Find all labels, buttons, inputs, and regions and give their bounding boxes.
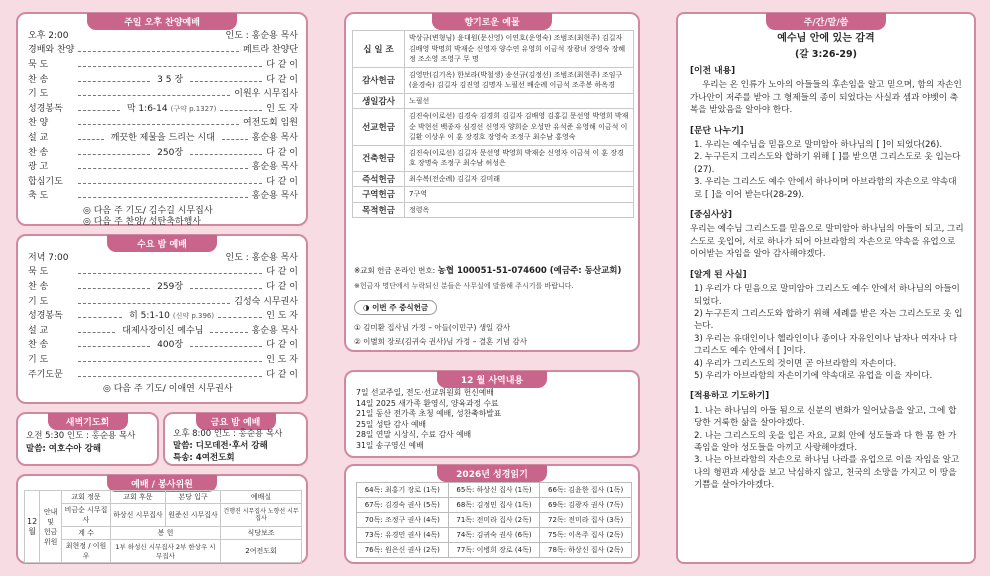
dawn-prayer-sermon: 말씀: 여호수아 강해 [26, 444, 102, 454]
devotion-tag: 주/간/말/씀 [766, 13, 886, 30]
facts-item-1: 1) 우리가 다 믿음으로 말미암아 그리스도 예수 안에서 하나님의 아들이 되었다. [694, 284, 960, 307]
wednesday-service-title: 수요 밤 예배 [107, 235, 217, 252]
offering-row [353, 109, 634, 146]
schedule-item-2: 14일 2025 새가족 환영식, 양육과정 수료 [356, 398, 499, 408]
leader-dots [78, 110, 120, 111]
reading-cell: 64독: 최홍기 장로 (1독) [357, 483, 449, 498]
schedule-panel [344, 370, 640, 458]
wednesday-row-person: 다 같 이 [266, 281, 298, 292]
leader-dots [78, 332, 115, 333]
reading-cell: 78독: 하상신 집사 (2독) [540, 543, 632, 558]
prayer-title: ◑ 이번 주 중식헌금 [354, 300, 437, 315]
leader-dots [220, 110, 262, 111]
apply-title: [적용하고 기도하기] [690, 391, 770, 402]
offering-row [353, 202, 634, 218]
leader-dots [78, 95, 230, 96]
wednesday-row-label: 기 도 [28, 296, 49, 307]
dawn-prayer-panel [16, 412, 159, 466]
offering-category: 선교헌금 [353, 109, 405, 146]
leader-dots [78, 197, 248, 198]
sunday-row [28, 160, 298, 175]
prev-text: 우리는 온 인류가 노아의 아들들의 후손임을 알고 믿으며, 함의 자손인 가나안이 저주를 받아 그 형제들의 종이 되었다는 사실과 셈과 야벳이 축복을 받았음을 알아야 한다. [690, 80, 962, 116]
schedule-item-4: 25일 성탄 감사 예배 [356, 419, 427, 429]
wednesday-row-person: 홍순용 목사 [251, 325, 299, 336]
offering-notice: ※헌금자 명단에서 누락되신 분들은 사무실에 말씀해 주시기를 바랍니다. [354, 282, 574, 290]
sunday-row-detail: 3 5 장 [157, 74, 184, 85]
reading-title: 2026년 성경읽기 [437, 465, 547, 482]
offering-names: 정령옥 [405, 202, 634, 218]
sunday-row [28, 175, 298, 190]
leader-dots [190, 288, 262, 289]
account-number: 농협 100051-51-074600 (예금주: 동산교회) [437, 266, 622, 276]
account-prefix: ※교회 헌금 온라인 번호: [354, 266, 438, 275]
leader-dots [78, 346, 150, 347]
wednesday-leader: 인도 : 홍순용 목사 [225, 252, 298, 263]
leader-dots [222, 139, 248, 140]
leader-dots [78, 66, 262, 67]
schedule-title: 12 월 사역내용 [437, 371, 547, 388]
reading-cell: 73독: 유경민 권사 (4독) [357, 528, 449, 543]
sunday-row [28, 102, 298, 117]
reading-row [357, 543, 632, 558]
duty-title: 예배 / 봉사위원 [107, 475, 217, 492]
wednesday-row-person: 다 같 이 [266, 369, 298, 380]
schedule-item-1: 7일 선교주일, 전도·선교위원회 헌신예배 [356, 388, 494, 397]
sunday-row [28, 44, 298, 59]
apply-item-3: 3. 나는 아브라함의 자손으로 하나님 나라를 유업으로 이을 자임을 알고 나의 형편과 세상을 보고 낙심하지 않고, 천국의 소망을 가지고 이 땅을 기쁨을 살아가야겠다. [694, 455, 960, 491]
wednesday-row-person: 김성숙 시무권사 [234, 296, 298, 307]
wednesday-row-person: 다 같 이 [266, 340, 298, 351]
facts-item-2: 2) 누구든지 그리스도와 합하기 위해 세례를 받은 자는 그리스도로 옷 입는다. [694, 308, 963, 332]
devotion-title: 예수님 안에 있는 감격 [777, 33, 875, 44]
wednesday-row-detail: 259장 [157, 281, 184, 292]
reading-cell: 69독: 김광자 권사 (7독) [540, 498, 632, 513]
reading-cell: 74독: 김귀숙 권사 (6독) [448, 528, 540, 543]
offering-row [353, 67, 634, 93]
reading-cell: 67독: 김경숙 권사 (5독) [357, 498, 449, 513]
leader-dots [78, 51, 239, 52]
offering-category: 생일감사 [353, 93, 405, 109]
friday-service-sermon: 말씀: 디모데전·후서 강해 [173, 441, 268, 451]
offering-row [353, 187, 634, 203]
offering-row [353, 171, 634, 187]
reading-row [357, 513, 632, 528]
sunday-row-detail: 막 1:6-14 [126, 103, 168, 114]
duty-head-5: 계 수 [62, 527, 111, 540]
wednesday-row-person: 다 같 이 [266, 267, 298, 278]
sunday-leader: 인도 : 홍순용 목사 [225, 30, 298, 41]
sunday-time: 오후 2:00 [28, 30, 69, 41]
leader-dots [190, 346, 262, 347]
sunday-row-person: 홍순용 목사 [251, 132, 298, 143]
duty-head-3: 본당 입구 [165, 491, 220, 504]
sunday-row [28, 146, 298, 161]
wednesday-row-page-ref: (신약 p.396) [172, 312, 215, 321]
sunday-row-person: 홍순용 목사 [251, 191, 298, 202]
wednesday-row-detail: 400장 [157, 340, 184, 351]
offering-title: 향기로운 예물 [432, 13, 552, 30]
share-item-1: 1. 우리는 예수님을 믿음으로 말미암아 하나님의 [ ]이 되었다(26). [694, 140, 943, 151]
sunday-row [28, 117, 298, 132]
sunday-row-label: 설 교 [28, 132, 49, 143]
offering-names: 김진숙(이로선) 김길자 문선영 박영희 박재순 신영자 이금석 이 훈 장경호 장명숙 조정구 최수남 허성은 [405, 145, 634, 171]
offering-row [353, 145, 634, 171]
leader-dots [78, 154, 150, 155]
wednesday-row [28, 324, 298, 339]
sunday-row-person: 여전도회 임원 [242, 118, 298, 129]
sunday-row [28, 73, 298, 88]
offering-names: 박상규(변형님) 윤대원(문신영) 이연호(운영숙) 조범조(최현주) 김길자 김배영 박명희 박재순 신영자 양수연 유영희 이금석 장광녀 장영숙 장혜정 조소영 조영구 무 명 [405, 31, 634, 68]
facts-item-3: 3) 우리는 유대인이나 헬라인이나 종이나 자유인이나 남자나 여자나 다 그리스도 예수 안에서 [ ]이다. [694, 333, 958, 357]
devotion-verse: (갈 3:26-29) [795, 49, 857, 60]
apply-item-2: 2. 나는 그리스도의 옷을 입은 자요, 교회 안에 성도들과 다 한 몸 한 가족임을 알아 성도들을 아끼고 사랑해야겠다. [694, 430, 957, 453]
reading-cell: 68독: 김정민 집사 (1독) [448, 498, 540, 513]
offering-names: 김영만(김기옥) 한보라(박철생) 송선규(김정선) 조범조(최현주) 조임구(윤경숙) 김길자 김진영 김명자 노필선 배순례 이금석 조주봉 하옥경 [405, 67, 634, 93]
sunday-row-detail: 250장 [157, 147, 184, 158]
sunday-row [28, 87, 298, 102]
leader-dots [78, 124, 239, 125]
wednesday-row [28, 295, 298, 310]
reading-cell: 77독: 이병희 장로 (4독) [448, 543, 540, 558]
wednesday-row-label: 설 교 [28, 325, 49, 336]
duty-table [24, 490, 302, 563]
leader-dots [218, 317, 262, 318]
core-title: [중심사상] [690, 210, 733, 221]
duty-cell-6: 1부 하성신 시무집사 2부 한상우 시무집사 [110, 540, 220, 563]
dawn-prayer-title: 새벽기도회 [48, 413, 128, 430]
sunday-row [28, 190, 298, 205]
devotion-panel [676, 12, 976, 564]
prev-title: [이전 내용] [690, 66, 736, 76]
sunday-row-person: 다 같 이 [266, 176, 298, 187]
sunday-row-person: 다 같 이 [266, 147, 298, 158]
leader-dots [78, 139, 104, 140]
duty-cell-2: 하상신 시무집사 [110, 504, 165, 527]
wednesday-row-detail: 대제사장이신 예수님 [122, 325, 204, 336]
sunday-row-page-ref: (구약 p.1327) [170, 104, 217, 113]
duty-side-label: 안내 및 헌금 위원 [40, 491, 62, 563]
offering-table [352, 30, 634, 218]
leader-dots [190, 154, 262, 155]
wednesday-row-label: 찬 송 [28, 340, 49, 351]
wednesday-row-label: 묵 도 [28, 267, 49, 278]
leader-dots [78, 81, 150, 82]
sunday-row-label: 축 도 [28, 191, 49, 202]
friday-service-title: 금요 밤 예배 [196, 413, 276, 430]
sunday-row-label: 합심기도 [28, 176, 63, 187]
reading-cell: 72독: 전미라 집사 (3독) [540, 513, 632, 528]
wednesday-time: 저녁 7:00 [28, 252, 69, 263]
wednesday-row [28, 339, 298, 354]
core-text: 우리는 예수님 그리스도를 믿음으로 말미암아 하나님의 아들이 되고, 그리스도로 옷입어, 서로 하나가 되어 아브라함의 자손으로 약속을 유업으로 이어받는 자임을 알아 감사해야겠다. [690, 224, 964, 260]
leader-dots [78, 361, 262, 362]
wednesday-service-panel [16, 234, 308, 404]
account-line [354, 264, 634, 276]
sunday-row [28, 58, 298, 73]
sunday-row-label: 경배와 찬양 [28, 45, 75, 56]
reading-cell: 76독: 원은신 권사 (2독) [357, 543, 449, 558]
schedule-item-3: 21일 동산 전가족 초청 예배, 성찬축하발표 [356, 409, 502, 418]
duty-month: 12 월 [25, 491, 40, 563]
sunday-row [28, 131, 298, 146]
sunday-row-detail: 깨끗한 제물을 드리는 시대 [110, 132, 215, 143]
offering-names: 최수복(전순례) 김길자 김미래 [405, 171, 634, 187]
schedule-item-5: 28일 연말 시상식, 수료 감사 예배 [356, 430, 472, 439]
sunday-row-person: 페트라 찬양단 [242, 45, 298, 56]
wednesday-row-label: 기 도 [28, 354, 49, 365]
wednesday-row-label: 성경봉독 [28, 311, 63, 322]
sunday-row-label: 찬 송 [28, 147, 49, 158]
offering-category: 목적헌금 [353, 202, 405, 218]
facts-item-4: 4) 우리가 그리스도의 것이면 곧 아브라함의 자손이다. [694, 358, 897, 369]
sunday-row-label: 찬 송 [28, 74, 49, 85]
friday-service-panel [163, 412, 308, 466]
wednesday-time-row [28, 251, 298, 266]
wednesday-row [28, 368, 298, 383]
wednesday-note-1: ◎ 다음 주 기도/ 이애연 시무권사 [103, 384, 233, 395]
duty-cell-7: 2여전도회 [221, 540, 302, 563]
offering-category: 십 일 조 [353, 31, 405, 68]
sunday-service-panel [16, 12, 308, 226]
reading-cell: 65독: 하상신 집사 (1독) [448, 483, 540, 498]
offering-row [353, 31, 634, 68]
dawn-prayer-time: 오전 5:30 인도 : 홍순용 목사 [26, 431, 136, 441]
leader-dots [78, 376, 262, 377]
duty-cell-5: 최현정 / 이원우 [62, 540, 111, 563]
leader-dots [78, 273, 262, 274]
offering-names: 김진숙(이로선) 김경숙 김경희 김길자 김배영 김홍길 문선영 박영희 박재순 박현선 백종자 심경선 신영자 양희순 오성만 유석준 유영해 이금석 이길환 이상우 이 훈 장경호 장영숙 조정구 최수남 홍영숙 [405, 109, 634, 146]
reading-row [357, 528, 632, 543]
leader-dots [78, 303, 230, 304]
reading-cell: 66독: 김윤한 집사 (1독) [540, 483, 632, 498]
friday-service-special: 특송: 4여전도회 [173, 453, 235, 463]
offering-names: 7구역 [405, 187, 634, 203]
reading-cell: 70독: 조정구 권사 (4독) [357, 513, 449, 528]
share-item-3: 3. 우리는 그리스도 예수 안에서 하나이며 아브라함의 자손으로 약속대로 [ ]을 이어 받는다(28-29). [694, 177, 957, 200]
duty-cell-4: 건행진 시무집사 노향선 시무집사 [221, 504, 302, 527]
sunday-note-2: ◎ 다음 주 찬양/ 성탄축하행사 [83, 217, 201, 228]
offering-category: 감사헌금 [353, 67, 405, 93]
wednesday-row [28, 353, 298, 368]
facts-title: [알게 된 사실] [690, 269, 747, 280]
share-item-2: 2. 누구든지 그리스도와 합하기 위해 [ ]를 받으면 그리스도로 옷 입는다(27). [694, 152, 961, 175]
duty-head-4: 예배실 [221, 491, 302, 504]
reading-table [356, 482, 632, 558]
wednesday-row-label: 주기도문 [28, 369, 63, 380]
sunday-service-title: 주일 오후 찬양예배 [87, 13, 237, 30]
sunday-row-person: 인 도 자 [266, 103, 299, 114]
sunday-row-person: 홍순용 목사 [251, 162, 298, 173]
share-title: [문단 나누기] [690, 125, 744, 136]
wednesday-row-person: 인 도 자 [266, 311, 298, 322]
leader-dots [210, 332, 247, 333]
offering-category: 구역헌금 [353, 187, 405, 203]
offering-category: 즉석헌금 [353, 171, 405, 187]
apply-item-1: 1. 나는 하나님의 아들 됨으로 신분의 변화가 일어났음을 알고, 그에 합당한 거룩한 삶을 살아야겠다. [694, 405, 957, 429]
reading-cell: 71독: 전미라 집사 (2독) [448, 513, 540, 528]
leader-dots [78, 168, 248, 169]
wednesday-row [28, 280, 298, 295]
sunday-row-label: 성경봉독 [28, 103, 63, 114]
wednesday-row-detail: 히 5:1-10 [129, 311, 170, 322]
reading-row [357, 483, 632, 498]
reading-panel [344, 464, 640, 564]
sunday-row-person: 이원우 시무집사 [234, 89, 298, 100]
sunday-row-person: 다 같 이 [266, 74, 298, 85]
reading-row [357, 498, 632, 513]
leader-dots [78, 317, 122, 318]
wednesday-row-label: 찬 송 [28, 281, 49, 292]
sunday-row-person: 다 같 이 [266, 59, 298, 70]
duty-cell-1: 비금순 시무집사 [62, 504, 111, 527]
schedule-item-6: 31일 송구영신 예배 [356, 440, 424, 450]
duty-head-2: 교회 후문 [110, 491, 165, 504]
offering-category: 건축헌금 [353, 145, 405, 171]
duty-head-6: 봉 헌 [110, 527, 220, 540]
leader-dots [78, 288, 150, 289]
sunday-row-label: 기 도 [28, 89, 49, 100]
duty-head-1: 교회 정문 [62, 491, 111, 504]
offering-row [353, 93, 634, 109]
prayer-item-1: ① 김미환 집사님 가정 – 아들(이민구) 생일 감사 [354, 323, 511, 332]
duty-cell-3: 원준신 시무집사 [165, 504, 220, 527]
offering-panel [344, 12, 640, 352]
sunday-row-label: 찬 양 [28, 118, 49, 129]
leader-dots [78, 183, 262, 184]
wednesday-row-person: 인 도 자 [266, 354, 298, 365]
sunday-row-label: 묵 도 [28, 59, 49, 70]
facts-item-5: 5) 우리가 아브라함의 자손이기에 약속대로 유업을 이을 자이다. [694, 370, 933, 381]
friday-service-time: 오후 8:00 인도 : 홍순용 목사 [173, 429, 283, 439]
duty-head-7: 식당보조 [221, 527, 302, 540]
leader-dots [190, 81, 262, 82]
reading-cell: 75독: 이옥주 집사 (2독) [540, 528, 632, 543]
sunday-row-label: 광 고 [28, 162, 49, 173]
duty-panel [16, 474, 308, 564]
sunday-note-1: ◎ 다음 주 기도/ 김수길 시무집사 [83, 206, 213, 217]
sunday-time-row [28, 29, 298, 44]
offering-names: 노필선 [405, 93, 634, 109]
prayer-item-2: ② 이별희 장로(김귀숙 권사)님 가정 – 결혼 기념 감사 [354, 337, 528, 346]
wednesday-row [28, 266, 298, 281]
wednesday-row [28, 309, 298, 324]
